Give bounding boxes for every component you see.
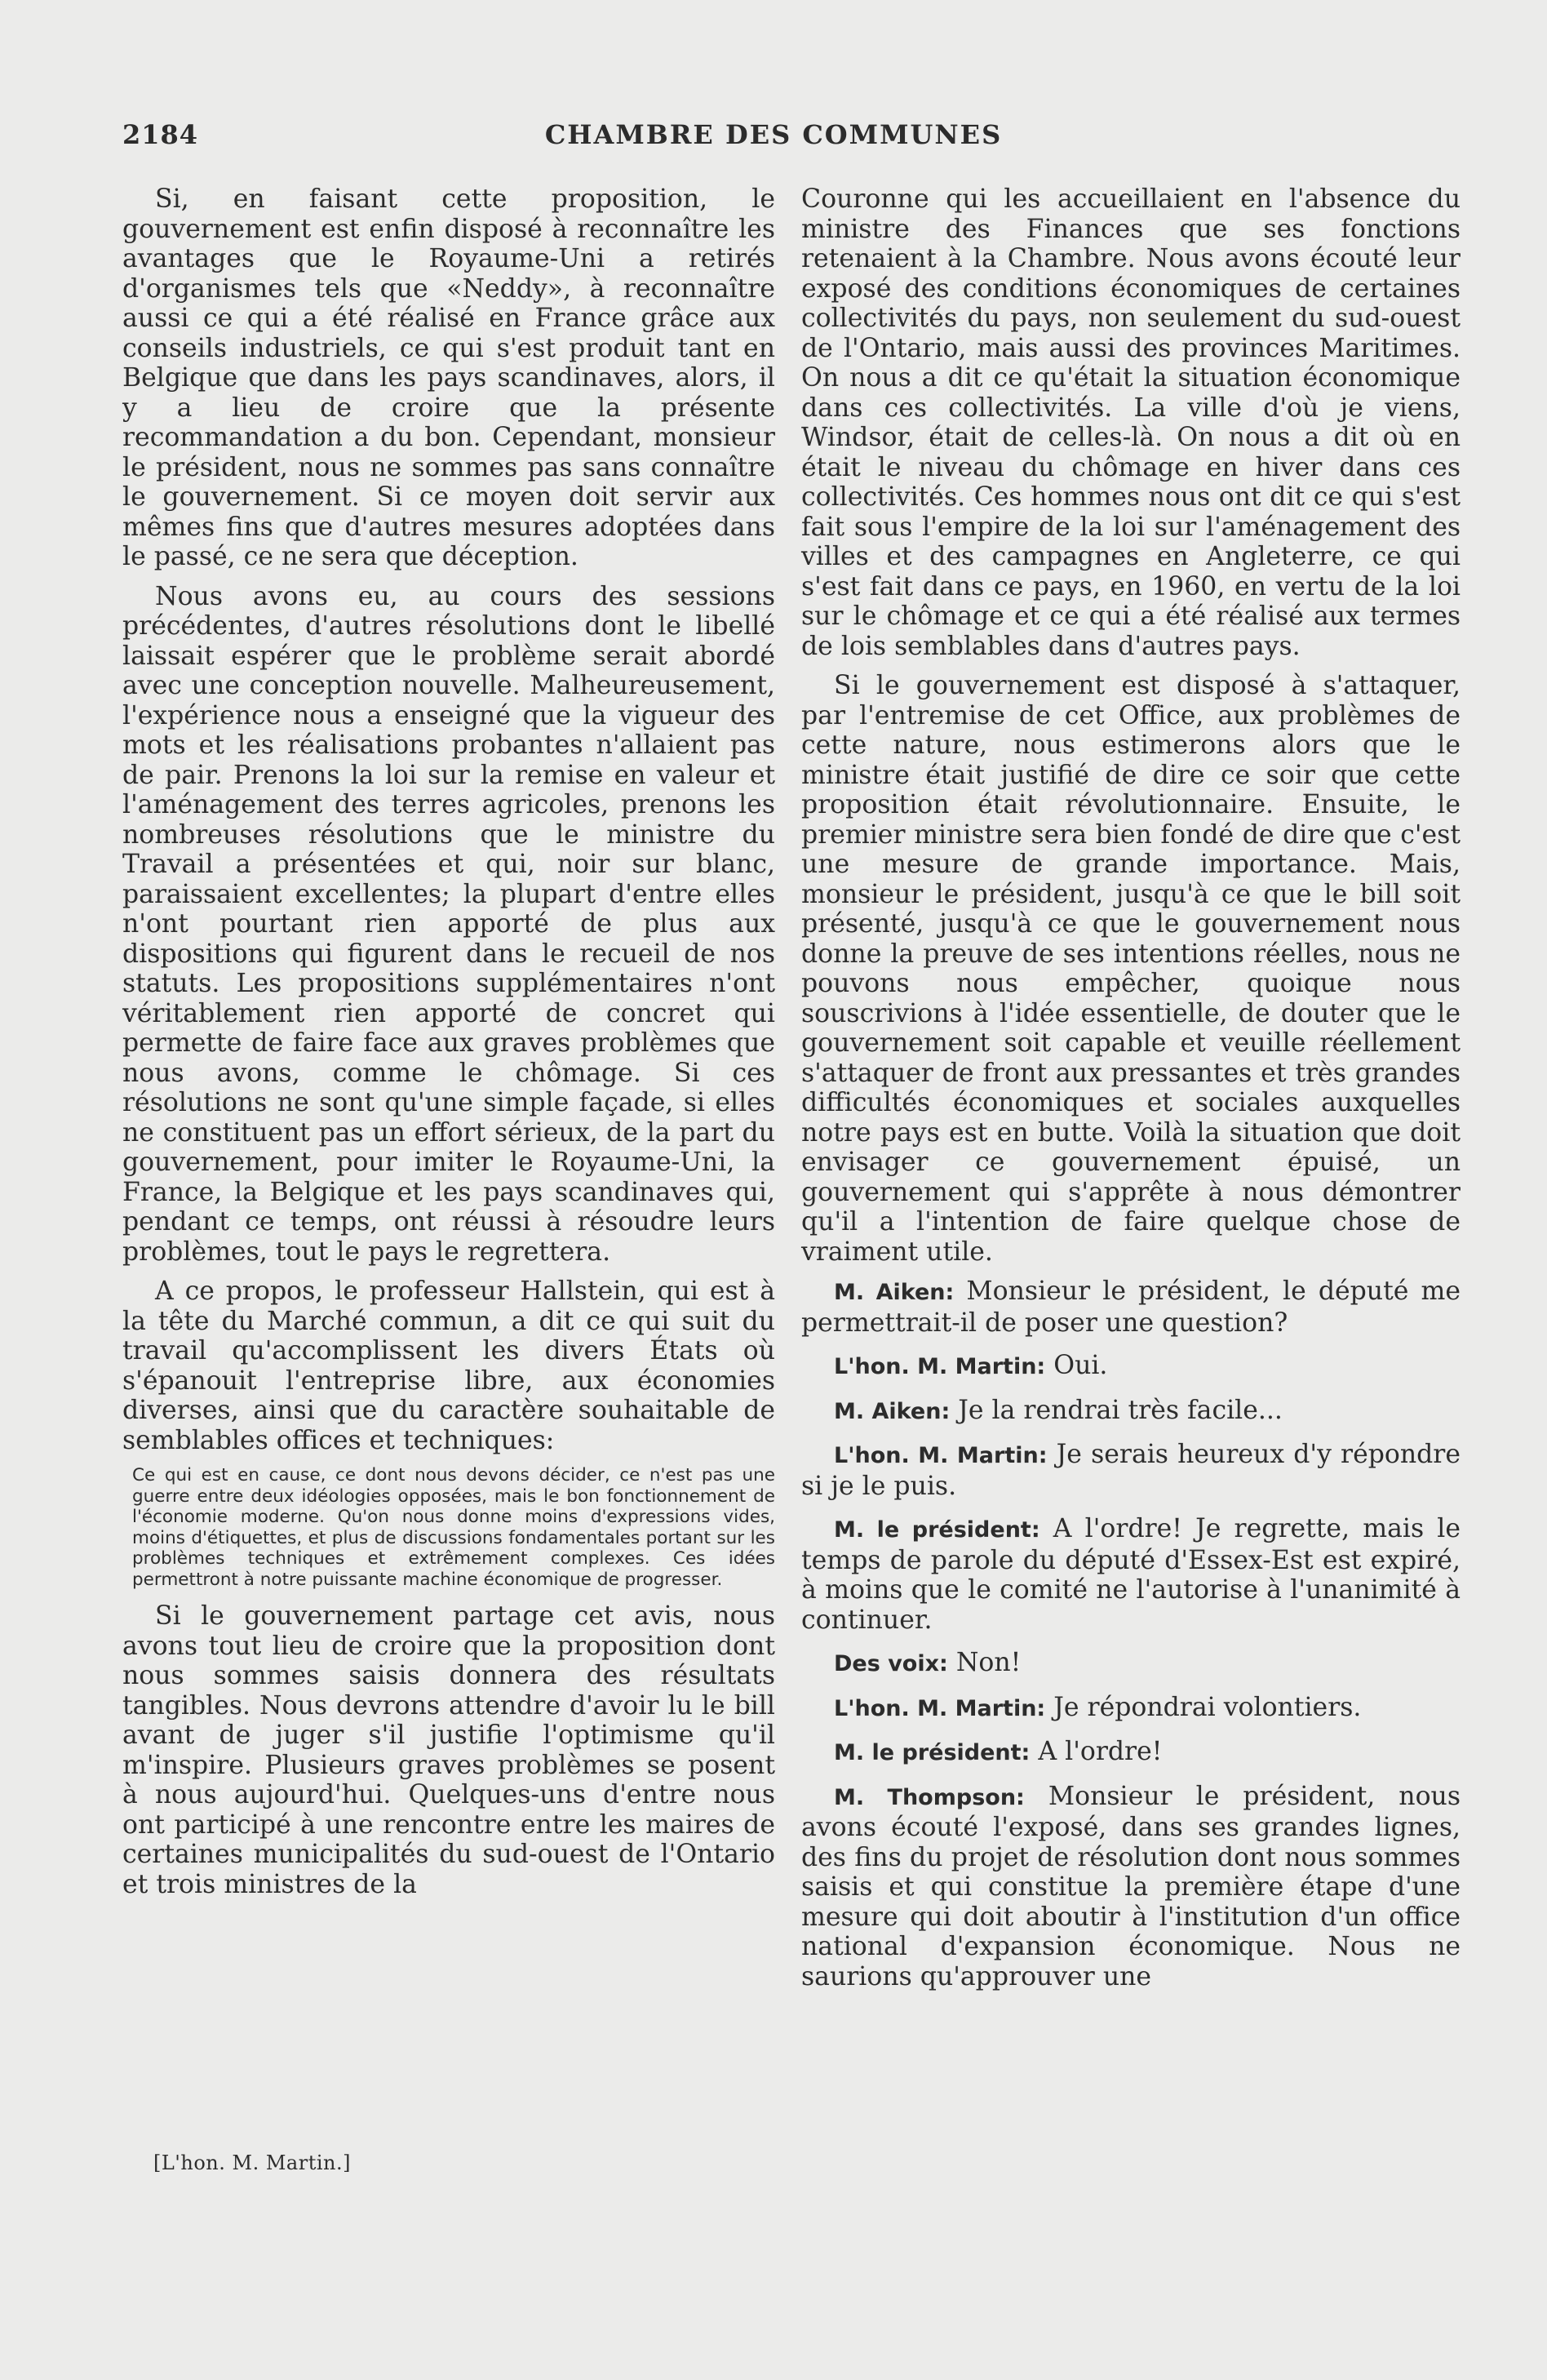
speech-text: Monsieur le président, nous avons écouté l'exposé, dans ses grandes lignes, des fins du projet de résolution dont nous sommes saisis et qui constitue la première étape d'une mesure qui doit aboutir à l'institution d'un office national d'expansion économique. Nous ne saurions qu'approuver une xyxy=(801,1781,1461,1991)
speech-text: Je serais heureux d'y répondre si je le puis. xyxy=(801,1440,1461,1501)
speaker-name: M. Thompson: xyxy=(834,1784,1025,1810)
speaker-name: L'hon. M. Martin: xyxy=(834,1695,1046,1721)
left-column xyxy=(122,184,775,1909)
speech xyxy=(801,1782,1461,1992)
speech-text: Oui. xyxy=(1045,1351,1108,1380)
speech xyxy=(801,1514,1461,1635)
speaker-name: M. Aiken: xyxy=(834,1398,951,1424)
paragraph: Couronne qui les accueillaient en l'absence du ministre des Finances que ses fonctions retenaient à la Chambre. Nous avons écouté leur exposé des conditions économiques de certaines collectivités du pays, non seulement du sud-ouest de l'Ontario, mais aussi des provinces Maritimes. On nous a dit ce qu'était la situation économique dans ces collectivités. La ville d'où je viens, Windsor, était de celles-là. On nous a dit où en était le niveau du chômage en hiver dans ces collectivités. Ces hommes nous ont dit ce qui s'est fait sous l'empire de la loi sur l'aménagement des villes et des campagnes en Angleterre, ce qui s'est fait dans ce pays, en 1960, en vertu de la loi sur le chômage et ce qui a été réalisé aux termes de lois semblables dans d'autres pays. xyxy=(801,184,1461,661)
right-column xyxy=(801,184,1461,2005)
speech xyxy=(801,1648,1461,1680)
paragraph: Si, en faisant cette proposition, le gouvernement est enfin disposé à reconnaître les avantages que le Royaume-Uni a retirés d'organismes tels que «Neddy», à reconnaître aussi ce qui a été réalisé en France grâce aux conseils industriels, ce qui s'est produit tant en Belgique que dans les pays scandinaves, alors, il y a lieu de croire que la présente recommandation a du bon. Cependant, monsieur le président, nous ne sommes pas sans connaître le gouvernement. Si ce moyen doit servir aux mêmes fins que d'autres mesures adoptées dans le passé, ce ne sera que déception. xyxy=(122,184,775,571)
speech-text: A l'ordre! xyxy=(1030,1737,1163,1766)
speaker-name: M. le président: xyxy=(834,1740,1031,1765)
speech xyxy=(801,1737,1461,1769)
speaker-name: L'hon. M. Martin: xyxy=(834,1443,1048,1468)
speech-text: Je la rendrai très facile... xyxy=(950,1395,1283,1425)
speech-text: Je répondrai volontiers. xyxy=(1045,1692,1362,1722)
speech xyxy=(801,1351,1461,1383)
speech-text: Non! xyxy=(947,1648,1022,1677)
speech-text: Monsieur le président, le député me permettrait-il de poser une question? xyxy=(801,1277,1461,1338)
footer-note: [L'hon. M. Martin.] xyxy=(153,2151,351,2174)
page-number: 2184 xyxy=(122,119,199,150)
speech-text: A l'ordre! Je regrette, mais le temps de parole du député d'Essex-Est est expiré, à moins que le comité ne l'autorise à l'unanimité à continuer. xyxy=(801,1514,1461,1635)
speaker-name: M. le président: xyxy=(834,1517,1040,1543)
running-head: CHAMBRE DES COMMUNES xyxy=(544,119,1003,150)
speech xyxy=(801,1396,1461,1428)
speaker-name: Des voix: xyxy=(834,1651,948,1676)
paragraph: A ce propos, le professeur Hallstein, qui est à la tête du Marché commun, a dit ce qui suit du travail qu'accomplissent les divers États où s'épanouit l'entreprise libre, aux économies diverses, ainsi que du caractère souhaitable de semblables offices et techniques: xyxy=(122,1277,775,1455)
speaker-name: L'hon. M. Martin: xyxy=(834,1354,1046,1379)
speaker-name: M. Aiken: xyxy=(834,1280,955,1305)
speech xyxy=(801,1440,1461,1501)
speech xyxy=(801,1277,1461,1338)
paragraph: Si le gouvernement est disposé à s'attaquer, par l'entremise de cet Office, aux problèmes de cette nature, nous estimerons alors que le ministre était justifié de dire ce soir que cette proposition était révolutionnaire. Ensuite, le premier ministre sera bien fondé de dire que c'est une mesure de grande importance. Mais, monsieur le président, jusqu'à ce que le bill soit présenté, jusqu'à ce que le gouvernement nous donne la preuve de ses intentions réelles, nous ne pouvons nous empêcher, quoique nous souscrivions à l'idée essentielle, de douter que le gouvernement soit capable et veuille réellement s'attaquer de front aux pressantes et très grandes difficultés économiques et sociales auxquelles notre pays est en butte. Voilà la situation que doit envisager ce gouvernement épuisé, un gouvernement qui s'apprête à nous démontrer qu'il a l'intention de faire quelque chose de vraiment utile. xyxy=(801,671,1461,1267)
paragraph: Nous avons eu, au cours des sessions précédentes, d'autres résolutions dont le libellé laissait espérer que le problème serait abordé avec une conception nouvelle. Malheureusement, l'expérience nous a enseigné que la vigueur des mots et les réalisations probantes n'allaient pas de pair. Prenons la loi sur la remise en valeur et l'aménagement des terres agricoles, prenons les nombreuses résolutions que le ministre du Travail a présentées et qui, noir sur blanc, paraissaient excellentes; la plupart d'entre elles n'ont pourtant rien apporté de plus aux dispositions qui figurent dans le recueil de nos statuts. Les propositions supplémentaires n'ont véritablement rien apporté de concret qui permette de faire face aux graves problèmes que nous avons, comme le chômage. Si ces résolutions ne sont qu'une simple façade, si elles ne constituent pas un effort sérieux, de la part du gouvernement, pour imiter le Royaume-Uni, la France, la Belgique et les pays scandinaves qui, pendant ce temps, ont réussi à résoudre leurs problèmes, tout le pays le regrettera. xyxy=(122,581,775,1267)
paragraph: Si le gouvernement partage cet avis, nous avons tout lieu de croire que la proposition dont nous sommes saisis donnera des résultats tangibles. Nous devrons attendre d'avoir lu le bill avant de juger s'il justifie l'optimisme qu'il m'inspire. Plusieurs graves problèmes se posent à nous aujourd'hui. Quelques-uns d'entre nous ont participé à une rencontre entre les maires de certaines municipalités du sud-ouest de l'Ontario et trois ministres de la xyxy=(122,1601,775,1899)
block-quote: Ce qui est en cause, ce dont nous devons décider, ce n'est pas une guerre entre deux idéologies opposées, mais le bon fonctionnement de l'économie moderne. Qu'on nous donne moins d'expressions vides, moins d'étiquettes, et plus de discussions fondamentales portant sur les problèmes techniques et extrêmement complexes. Ces idées permettront à notre puissante machine économique de progresser. xyxy=(132,1465,775,1590)
speech xyxy=(801,1693,1461,1725)
